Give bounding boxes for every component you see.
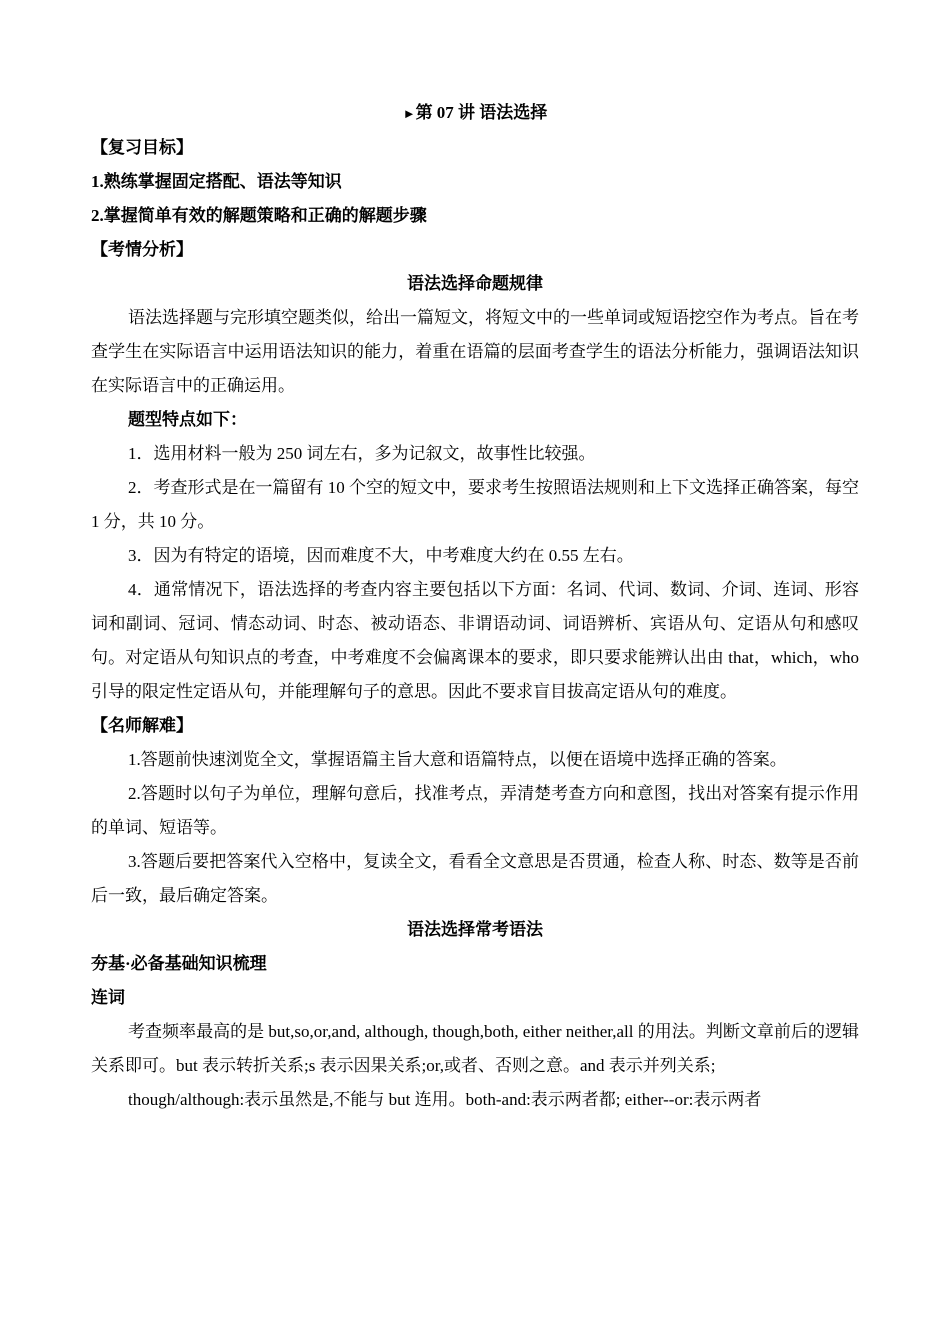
feature-item: 4．通常情况下，语法选择的考查内容主要包括以下方面：名词、代词、数词、介词、连词、形容词和副词、冠词、情态动词、时态、被动语态、非谓语动词、词语辨析、宾语从句、定语从句和感叹句。对定语从句知识点的考查，中考难度不会偏离课本的要求，即只要求能辨认出由 that，which，who 引导的限定性定语从句，并能理解句子的意思。因此不要求盲目拔高定语从句的难度。 bbox=[91, 580, 859, 701]
exam-analysis-heading: 【考情分析】 bbox=[91, 240, 193, 259]
features-heading: 题型特点如下： bbox=[128, 410, 247, 429]
teacher-tips-heading: 【名师解难】 bbox=[91, 716, 193, 735]
conjunctions-paragraph: though/although:表示虽然是,不能与 but 连用。both-and:表示两者都; either--or:表示两者 bbox=[128, 1090, 762, 1109]
teacher-tip-item: 2.答题时以句子为单位，理解句意后，找准考点，弄清楚考查方向和意图，找出对答案有提示作用的单词、短语等。 bbox=[91, 784, 859, 837]
review-goal-item: 1.熟练掌握固定搭配、语法等知识 bbox=[91, 172, 342, 191]
review-goal-item: 2.掌握简单有效的解题策略和正确的解题步骤 bbox=[91, 206, 427, 225]
feature-item: 2．考查形式是在一篇留有 10 个空的短文中，要求考生按照语法规则和上下文选择正确答案，每空 1 分，共 10 分。 bbox=[91, 478, 859, 531]
topic-heading-conjunctions: 连词 bbox=[91, 988, 125, 1007]
triangle-bullet-icon: ► bbox=[402, 106, 416, 121]
review-goals-heading: 【复习目标】 bbox=[91, 138, 193, 157]
teacher-tip-item: 3.答题后要把答案代入空格中，复读全文，看看全文意思是否贯通，检查人称、时态、数等是否前后一致，最后确定答案。 bbox=[91, 852, 859, 905]
exam-analysis-subheading: 语法选择命题规律 bbox=[407, 274, 543, 293]
page-title bbox=[91, 96, 859, 131]
conjunctions-paragraph: 考查频率最高的是 but,so,or,and, although, though,both, either neither,all 的用法。判断文章前后的逻辑关系即可。but 表示转折关系;s 表示因果关系;or,或者、否则之意。and 表示并列关系; bbox=[91, 1022, 859, 1075]
teacher-tip-item: 1.答题前快速浏览全文，掌握语篇主旨大意和语篇特点，以便在语境中选择正确的答案。 bbox=[128, 750, 787, 769]
feature-item: 3．因为有特定的语境，因而难度不大，中考难度大约在 0.55 左右。 bbox=[128, 546, 634, 565]
page-title-text: 第 07 讲 语法选择 bbox=[415, 103, 548, 122]
common-grammar-subheading: 语法选择常考语法 bbox=[407, 920, 543, 939]
knowledge-section-heading: 夯基·必备基础知识梳理 bbox=[91, 954, 267, 973]
feature-item: 1．选用材料一般为 250 词左右，多为记叙文，故事性比较强。 bbox=[128, 444, 596, 463]
exam-analysis-intro: 语法选择题与完形填空题类似，给出一篇短文，将短文中的一些单词或短语挖空作为考点。旨在考查学生在实际语言中运用语法知识的能力，着重在语篇的层面考查学生的语法分析能力，强调语法知识在实际语言中的正确运用。 bbox=[91, 308, 859, 395]
document-page bbox=[91, 96, 859, 1117]
